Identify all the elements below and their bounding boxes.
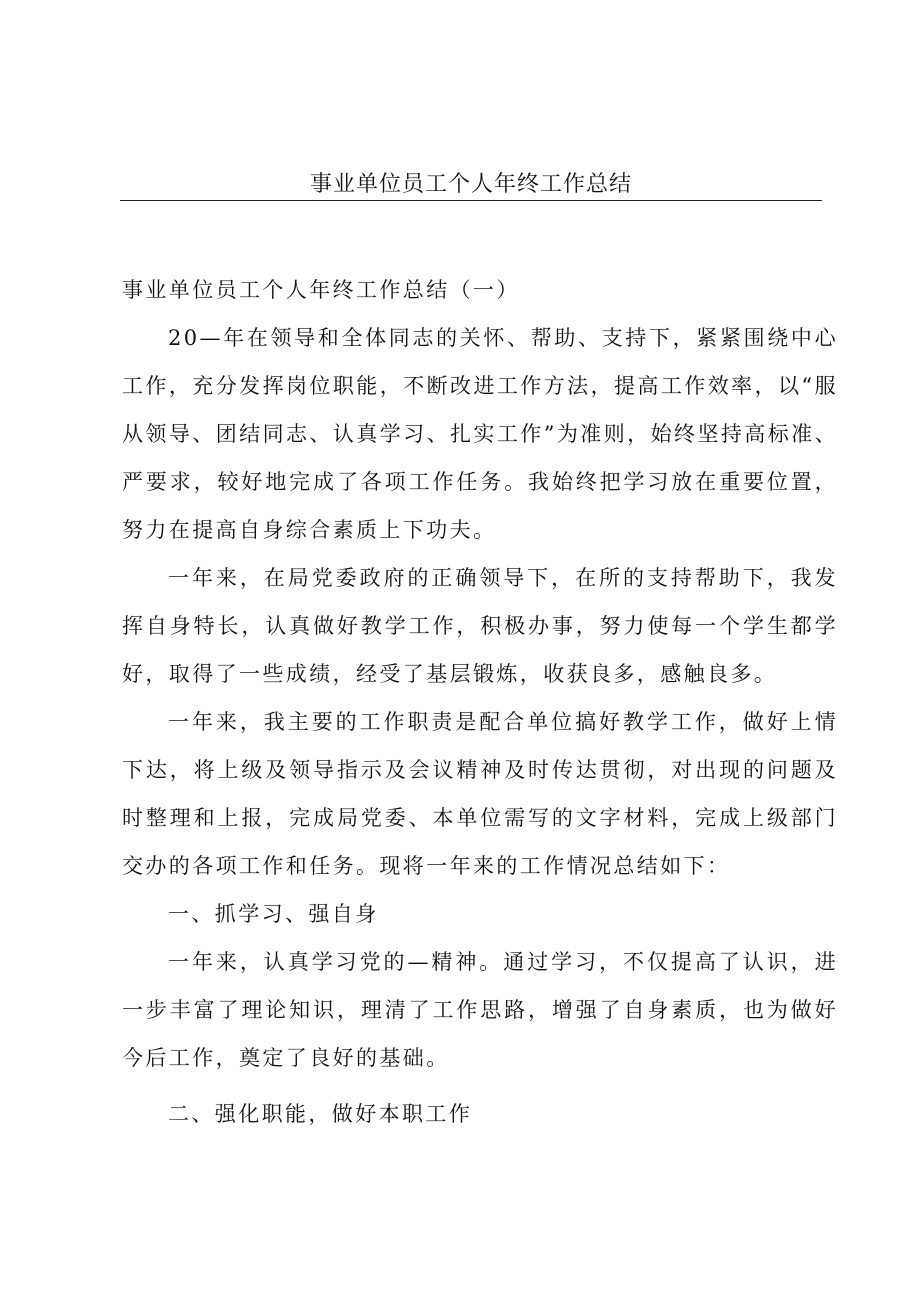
title-underline <box>120 200 822 201</box>
paragraph-duties: 一年来，我主要的工作职责是配合单位搞好教学工作，做好上情下达，将上级及领导指示及会议精神及时传达贯彻，对出现的问题及时整理和上报，完成局党委、本单位需写的文字材料，完成上级部门交办的各项工作和任务。现将一年来的工作情况总结如下： <box>122 710 838 878</box>
paragraph-intro: 20—年在领导和全体同志的关怀、帮助、支持下，紧紧围绕中心工作，充分发挥岗位职能，不断改进工作方法，提高工作效率，以“服从领导、团结同志、认真学习、扎实工作”为准则，始终坚持高标准、严要求，较好地完成了各项工作任务。我始终把学习放在重要位置，努力在提高自身综合素质上下功夫。 <box>122 326 838 542</box>
document-title: 事业单位员工个人年终工作总结 <box>309 172 632 197</box>
heading-duties: 二、强化职能，做好本职工作 <box>168 1102 473 1126</box>
paragraph-study: 一年来，认真学习党的—精神。通过学习，不仅提高了认识，进一步丰富了理论知识，理清了工作思路，增强了自身素质，也为做好今后工作，奠定了良好的基础。 <box>122 950 838 1070</box>
document-body <box>122 266 838 1138</box>
section-subtitle: 事业单位员工个人年终工作总结（一） <box>122 278 520 302</box>
heading-study: 一、抓学习、强自身 <box>168 902 379 926</box>
paragraph-achievements: 一年来，在局党委政府的正确领导下，在所的支持帮助下，我发挥自身特长，认真做好教学工作，积极办事，努力使每一个学生都学好，取得了一些成绩，经受了基层锻炼，收获良多，感触良多。 <box>122 566 838 686</box>
